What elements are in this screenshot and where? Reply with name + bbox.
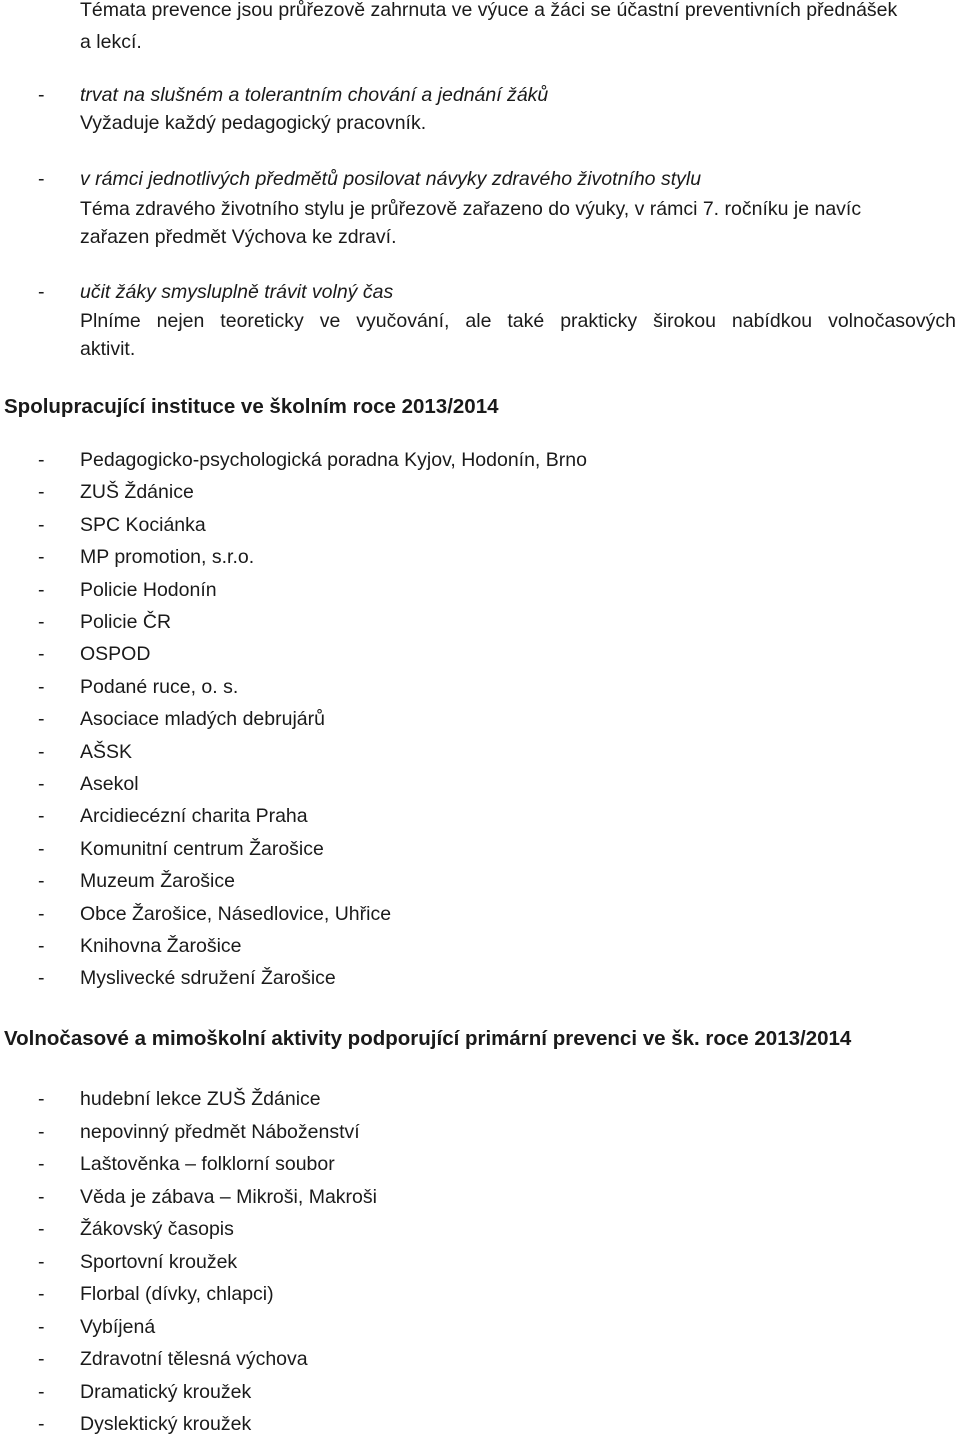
list-item: nepovinný předmět Náboženství	[80, 1120, 360, 1143]
list-item: Policie Hodonín	[80, 578, 217, 601]
list-item-dash: -	[38, 1153, 45, 1175]
goal-1-dash: -	[38, 84, 45, 106]
list-item: AŠSK	[80, 740, 133, 763]
list-item-dash: -	[38, 1315, 45, 1338]
list-item: Myslivecké sdružení Žarošice	[80, 967, 336, 990]
list-item: OSPOD	[80, 643, 151, 666]
list-item: SPC Kociánka	[80, 513, 206, 536]
list-item: Asociace mladých debrujárů	[80, 708, 325, 731]
goal-1-text-1: Vyžaduje každý pedagogický pracovník.	[80, 112, 427, 134]
list-item-dash: -	[38, 708, 45, 731]
list-item-dash: -	[38, 1348, 45, 1370]
goal-3-text-2: aktivit.	[80, 338, 136, 360]
list-item-dash: -	[38, 611, 45, 633]
list-item-dash: -	[38, 449, 45, 471]
list-item-dash: -	[38, 643, 45, 666]
list-item-dash: -	[38, 740, 45, 763]
goal-2-title: v rámci jednotlivých předmětů posilovat návyky zdravého životního stylu	[80, 168, 702, 190]
list-item: Věda je zábava – Mikroši, Makroši	[80, 1185, 377, 1208]
list-item: Florbal (dívky, chlapci)	[80, 1283, 274, 1305]
goal-2-dash: -	[38, 168, 45, 190]
list-item-dash: -	[38, 805, 45, 828]
list-item: Pedagogicko-psychologická poradna Kyjov, Hodonín, Brno	[80, 449, 587, 471]
list-item-dash: -	[38, 1283, 45, 1305]
list-item: Obce Žarošice, Násedlovice, Uhřice	[80, 902, 392, 925]
intro-line-2: a lekcí.	[80, 31, 142, 53]
list-item: Zdravotní tělesná výchova	[80, 1348, 308, 1370]
list-item: Vybíjená	[80, 1315, 156, 1338]
list-item: Asekol	[80, 773, 139, 795]
list-item-dash: -	[38, 773, 45, 795]
list-item: Komunitní centrum Žarošice	[80, 837, 324, 860]
list-item-dash: -	[38, 1218, 45, 1240]
goal-3-text-1: Plníme nejen teoreticky ve vyučování, ale také prakticky širokou nabídkou volnočasových	[80, 310, 956, 332]
list-item: Žákovský časopis	[80, 1218, 234, 1240]
list-item: Podané ruce, o. s.	[80, 675, 239, 698]
list-item: Dyslektický kroužek	[80, 1413, 252, 1435]
list-item: Arcidiecézní charita Praha	[80, 805, 308, 828]
list-item-dash: -	[38, 1185, 45, 1208]
goal-3-title: učit žáky smysluplně trávit volný čas	[80, 281, 394, 303]
list-item-dash: -	[38, 578, 45, 601]
activities-heading: Volnočasové a mimoškolní aktivity podporující primární prevenci ve šk. roce 2013/2014	[4, 1027, 852, 1050]
goal-1-title: trvat na slušném a tolerantním chování a jednání žáků	[80, 84, 549, 106]
list-item-dash: -	[38, 935, 45, 957]
list-item: Muzeum Žarošice	[80, 870, 235, 893]
list-item-dash: -	[38, 870, 45, 893]
list-item-dash: -	[38, 967, 45, 990]
list-item: Knihovna Žarošice	[80, 935, 242, 957]
list-item-dash: -	[38, 1380, 45, 1403]
list-item-dash: -	[38, 902, 45, 925]
goal-3-dash: -	[38, 281, 45, 303]
list-item-dash: -	[38, 1120, 45, 1143]
list-item: ZUŠ Ždánice	[80, 481, 194, 504]
list-item: Policie ČR	[80, 611, 172, 633]
goal-2-text-2: zařazen předmět Výchova ke zdraví.	[80, 226, 397, 248]
list-item-dash: -	[38, 675, 45, 698]
list-item: Dramatický kroužek	[80, 1380, 252, 1403]
list-item-dash: -	[38, 1088, 45, 1110]
list-item-dash: -	[38, 837, 45, 860]
list-item-dash: -	[38, 481, 45, 504]
list-item-dash: -	[38, 1250, 45, 1273]
list-item-dash: -	[38, 1413, 45, 1435]
institutions-heading: Spolupracující instituce ve školním roce 2013/2014	[4, 395, 499, 418]
list-item: Laštověnka – folklorní soubor	[80, 1153, 335, 1175]
list-item: Sportovní kroužek	[80, 1250, 238, 1273]
list-item-dash: -	[38, 513, 45, 536]
goal-2-text-1: Téma zdravého životního stylu je průřezově zařazeno do výuky, v rámci 7. ročníku je navíc	[80, 198, 862, 220]
list-item: MP promotion, s.r.o.	[80, 546, 255, 569]
list-item: hudební lekce ZUŠ Ždánice	[80, 1088, 321, 1110]
intro-line-1: Témata prevence jsou průřezově zahrnuta ve výuce a žáci se účastní preventivních přednášek	[80, 0, 898, 21]
list-item-dash: -	[38, 546, 45, 569]
